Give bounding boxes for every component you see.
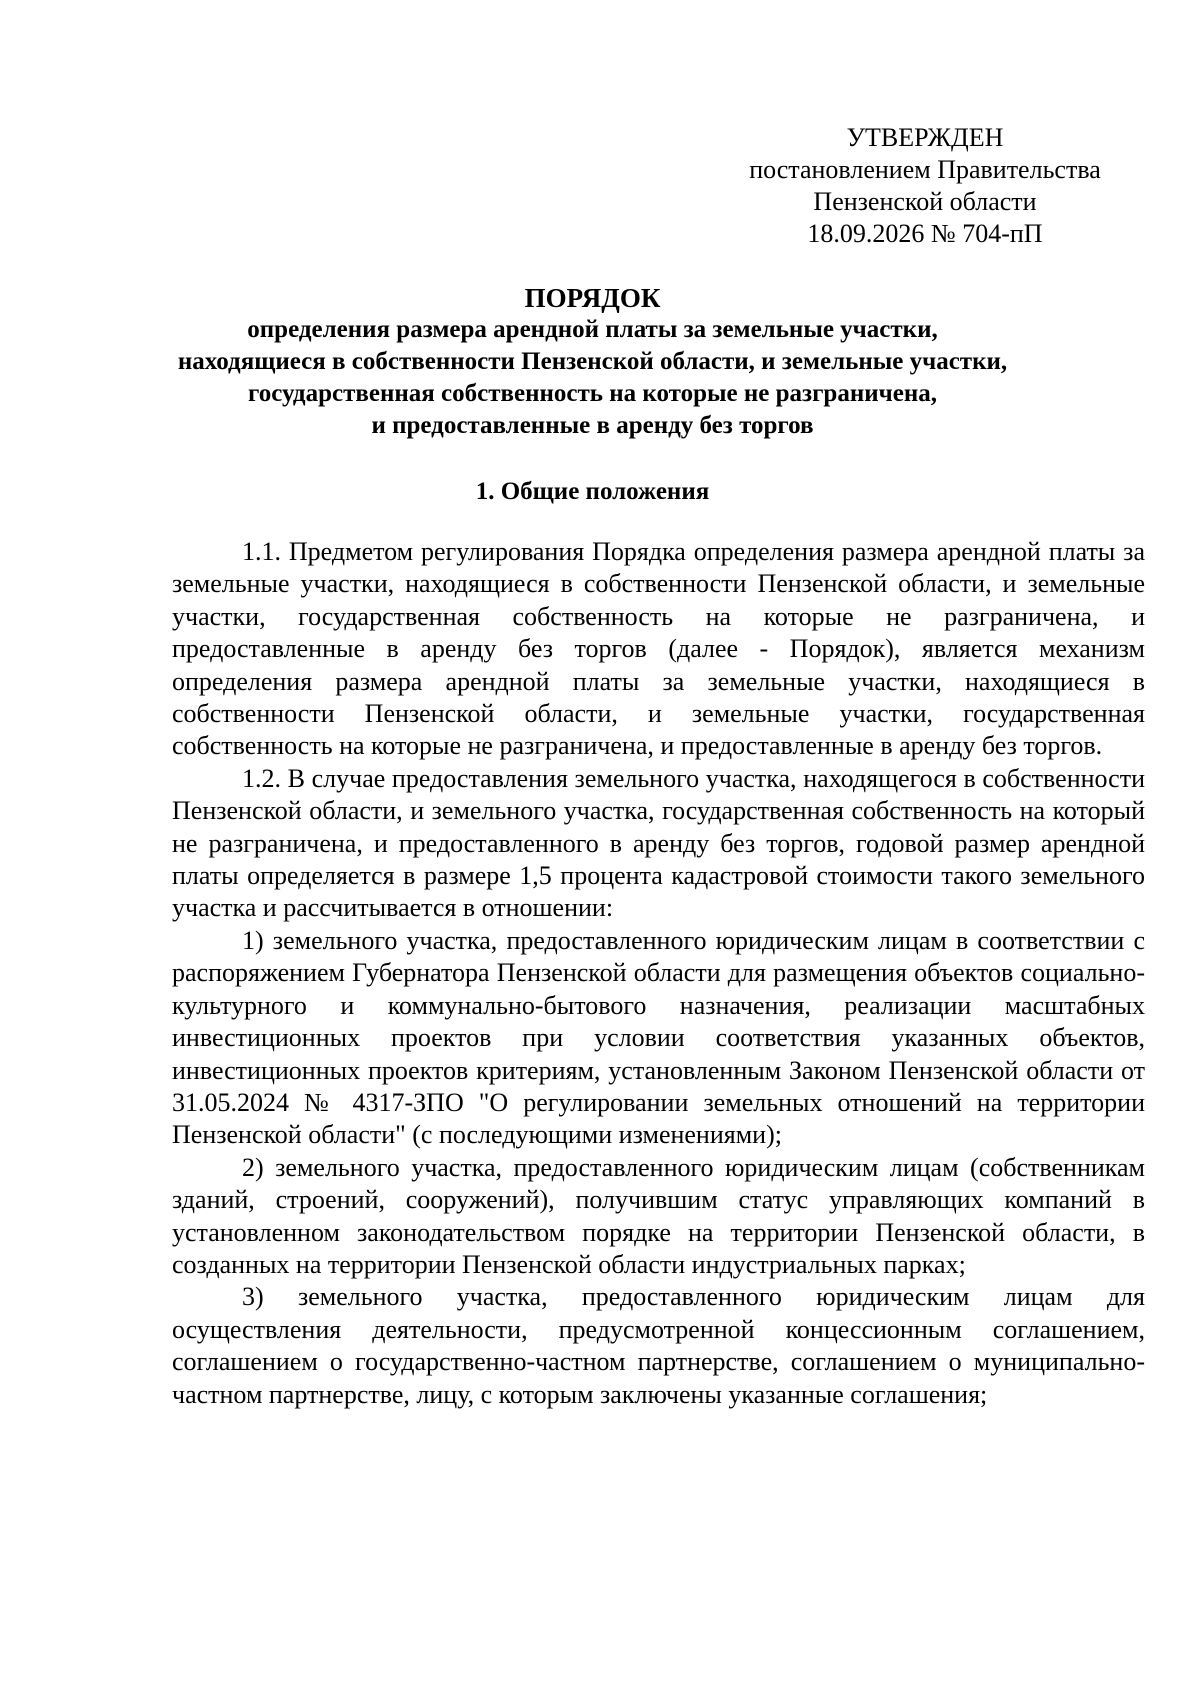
document-subtitle-line: определения размера арендной платы за земельные участки, [247, 316, 938, 343]
document-subtitle-line: государственная собственность на которые не разграничена, [248, 380, 937, 407]
approval-date-number: 18.09.2026 № 704-пП [807, 219, 1043, 248]
approval-status: УТВЕРЖДЕН [846, 123, 1004, 152]
paragraph-1-2: 1.2. В случае предоставления земельного участка, находящегося в собственности Пензенской области, и земельного участка, государственная собственность на который не разграничена, и предоставленного в аренду без торгов, годовой размер арендной платы определяется в размере 1,5 процента кадастровой стоимости такого земельного участка и рассчитывается в отношении: [172, 763, 1145, 923]
document-subtitle-line: находящиеся в собственности Пензенской области, и земельные участки, [177, 348, 1008, 375]
list-item-1: 1) земельного участка, предоставленного юридическим лицам в соответствии с распоряжением Губернатора Пензенской области для размещения объектов социально-культурного и коммунально-бытового назначения, реализации масштабных инвестиционных проектов при условии соответствия указанных объектов, инвестиционных проектов критериям, установленным Законом Пензенской области от 31.05.2024 № 4317-ЗПО "О регулировании земельных отношений на территории Пензенской области" (с последующими изменениями); [172, 925, 1145, 1150]
section-heading: 1. Общие положения [475, 478, 710, 505]
list-item-2: 2) земельного участка, предоставленного юридическим лицам (собственникам зданий, строений, сооружений), получившим статус управляющих компаний в установленном законодательством порядке на территории Пензенской области, в созданных на территории Пензенской области индустриальных парках; [172, 1152, 1145, 1279]
document-title: ПОРЯДОК [524, 283, 661, 313]
document-subtitle-line: и предоставленные в аренду без торгов [371, 412, 814, 439]
approval-authority: постановлением Правительства [749, 155, 1101, 184]
document-title-block [140, 282, 1045, 442]
approval-stamp [705, 122, 1145, 250]
list-item-3: 3) земельного участка, предоставленного юридическим лицам для осуществления деятельности, предусмотренной концессионным соглашением, соглашением о государственно-частном партнерстве, соглашением о муниципально-частном партнерстве, лицу, с которым заключены указанные соглашения; [172, 1282, 1145, 1409]
document-body [172, 536, 1145, 1411]
approval-region: Пензенской области [813, 187, 1037, 216]
paragraph-1-1: 1.1. Предметом регулирования Порядка определения размера арендной платы за земельные участки, находящиеся в собственности Пензенской области, и земельные участки, государственная собственность на которые не разграничена, и предоставленные в аренду без торгов (далее - Порядок), является механизм определения размера арендной платы за земельные участки, находящиеся в собственности Пензенской области, и земельные участки, государственная собственность на которые не разграничена, и предоставленные в аренду без торгов. [172, 537, 1145, 761]
